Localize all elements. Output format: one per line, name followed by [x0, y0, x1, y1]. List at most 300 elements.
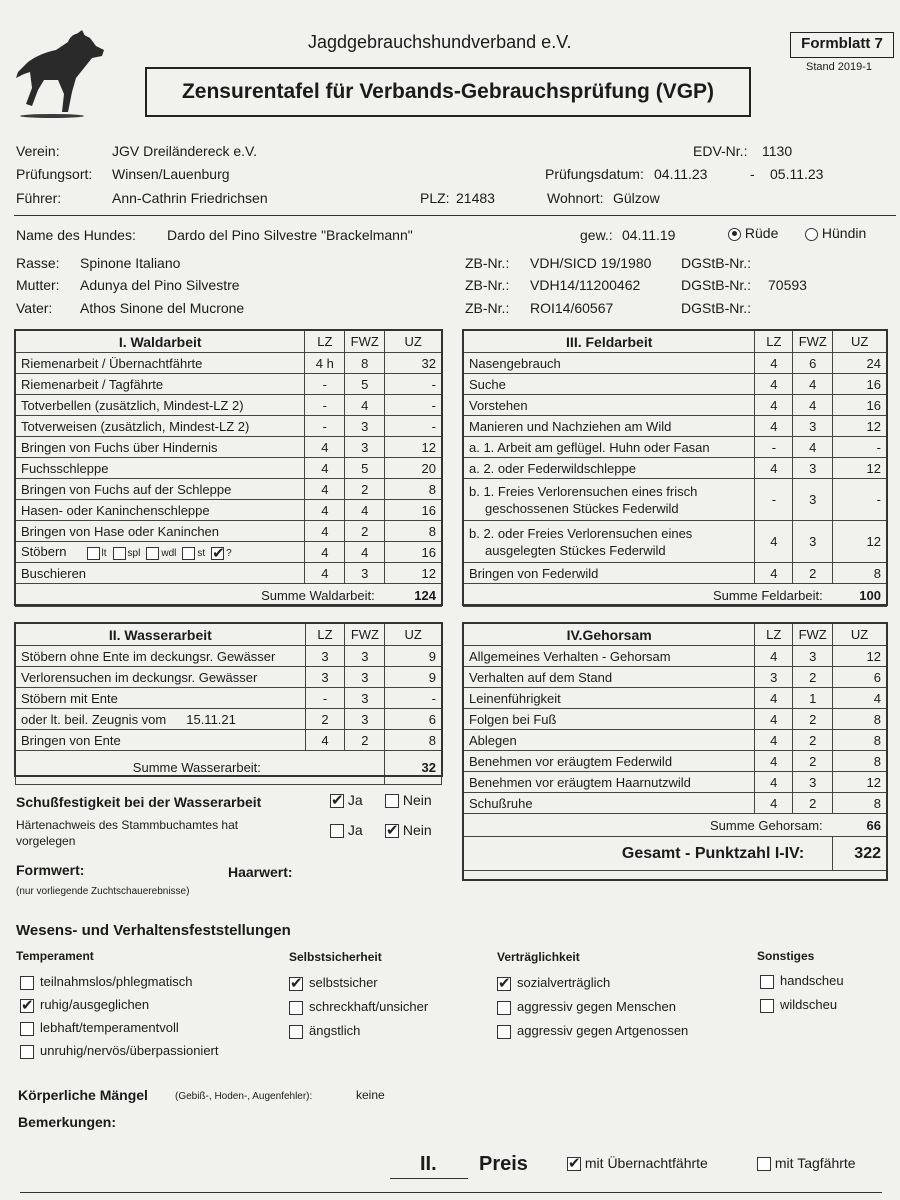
hundename-label: Name des Hundes: [16, 227, 136, 243]
column-fwz: FWZ [345, 331, 385, 353]
sum-row [464, 814, 887, 837]
stoebern-checkbox[interactable] [182, 547, 195, 560]
lz-value: 4 [755, 374, 793, 395]
selbstsicherheit-title: Selbstsicherheit [289, 950, 382, 964]
column-lz: LZ [305, 331, 345, 353]
uz-value: 8 [833, 793, 887, 814]
fwz-value: 8 [345, 353, 385, 374]
table-row [464, 709, 887, 730]
table-row [464, 667, 887, 688]
nein-label: Nein [402, 792, 432, 808]
wesen-option[interactable] [20, 1020, 179, 1036]
pruefungsdatum-to: 05.11.23 [770, 166, 824, 182]
pruefungsdatum-from: 04.11.23 [654, 166, 708, 182]
row-label [16, 542, 305, 563]
plz-label: PLZ: [420, 190, 450, 206]
fwz-value: 2 [793, 563, 833, 584]
schuss-nein-option[interactable] [385, 792, 432, 808]
uz-value: 12 [833, 521, 887, 563]
fwz-value: 4 [345, 395, 385, 416]
wesen-option-label: teilnahmslos/phlegmatisch [40, 974, 193, 989]
uz-value: - [385, 416, 442, 437]
fwz-value: 3 [345, 646, 385, 667]
uz-value: 12 [385, 563, 442, 584]
row-label [464, 521, 755, 563]
row-label: Suche [464, 374, 755, 395]
sum-row [16, 751, 442, 785]
gesamt-row [464, 837, 887, 871]
stoebern-option[interactable] [211, 547, 232, 560]
table-header [16, 624, 442, 646]
wesen-option[interactable] [497, 999, 676, 1015]
zuchtschau-note: (nur vorliegende Zuchtschauerebnisse) [16, 886, 190, 897]
uz-value: 8 [385, 479, 442, 500]
lz-value: 2 [305, 709, 345, 730]
dgstb-label: DGStB-Nr.: [681, 277, 752, 293]
ruede-radio[interactable] [728, 228, 741, 241]
fwz-value: 3 [345, 667, 385, 688]
lz-value: 4 [305, 458, 345, 479]
table-row [464, 479, 887, 521]
uz-value: 8 [385, 521, 442, 542]
uz-value: 12 [833, 772, 887, 793]
table-row [464, 730, 887, 751]
table-row [16, 353, 442, 374]
schuss-nein-checkbox[interactable] [385, 794, 399, 808]
row-label: Benehmen vor eräugtem Haarnutzwild [464, 772, 755, 793]
sum-value: 66 [833, 814, 887, 837]
fwz-value: 3 [793, 646, 833, 667]
row-label: Stöbern ohne Ente im deckungsr. Gewässer [16, 646, 306, 667]
wesen-checkbox[interactable] [20, 1022, 34, 1036]
haerte-nein-option[interactable] [385, 822, 432, 838]
wesen-checkbox[interactable] [760, 999, 774, 1013]
zb-vater-value: ROI14/60567 [530, 300, 614, 316]
wesen-option[interactable] [497, 1023, 688, 1039]
zb-label: ZB-Nr.: [465, 277, 510, 293]
wesen-option-label: ängstlich [309, 1023, 361, 1038]
temperament-title: Temperament [16, 949, 94, 963]
row-label: Buschieren [16, 563, 305, 584]
stoebern-option[interactable] [182, 547, 205, 560]
wesen-option-label: schreckhaft/unsicher [309, 999, 429, 1014]
row-label: Riemenarbeit / Übernachtfährte [16, 353, 305, 374]
schuss-ja-checkbox[interactable] [330, 794, 344, 808]
table-row [16, 416, 442, 437]
fwz-value: 3 [345, 437, 385, 458]
uz-value: - [385, 688, 442, 709]
ja-label: Ja [347, 822, 363, 838]
stoebern-checkbox[interactable] [211, 547, 224, 560]
uebernacht-option[interactable] [567, 1155, 708, 1171]
row-label-line-2: ausgelegten Stückes Federwild [485, 542, 666, 558]
wesen-option-label: aggressiv gegen Menschen [517, 999, 676, 1014]
lz-value: - [305, 416, 345, 437]
row-label: Verhalten auf dem Stand [464, 667, 755, 688]
table-row [464, 688, 887, 709]
table-row [16, 709, 442, 730]
stoebern-option-label: spl [127, 548, 141, 560]
wesen-option[interactable] [20, 997, 149, 1013]
wesen-option-label: sozialverträglich [517, 975, 611, 990]
row-label-line-2: geschossenen Stückes Federwild [485, 500, 679, 516]
row-label: Bringen von Federwild [464, 563, 755, 584]
sum-label: Summe Gehorsam: [464, 814, 833, 837]
formwert-label: Formwert: [16, 862, 85, 878]
wesen-checkbox[interactable] [289, 977, 303, 991]
table-row [464, 437, 887, 458]
table-header [464, 624, 887, 646]
bottom-line [20, 1192, 882, 1193]
mutter-label: Mutter: [16, 277, 60, 293]
table-row [16, 458, 442, 479]
row-label: Bringen von Fuchs auf der Schleppe [16, 479, 305, 500]
uz-value: - [385, 395, 442, 416]
wesen-option[interactable] [497, 975, 610, 991]
table-row [464, 458, 887, 479]
bemerkungen-label: Bemerkungen: [18, 1114, 117, 1130]
wesen-checkbox[interactable] [20, 1045, 34, 1059]
fuehrer-value: Ann-Cathrin Friedrichsen [112, 190, 268, 206]
fwz-value: 2 [793, 667, 833, 688]
uz-value: 16 [833, 395, 887, 416]
lz-value: 3 [305, 667, 345, 688]
verein-value: JGV Dreiländereck e.V. [112, 143, 257, 159]
uz-value: 8 [833, 751, 887, 772]
pruefungsort-label: Prüfungsort: [16, 166, 93, 182]
hundename-value: Dardo del Pino Silvestre "Brackelmann" [167, 227, 413, 243]
uz-value: 9 [385, 646, 442, 667]
dog-logo-icon [12, 28, 110, 118]
wesen-option-label: ruhig/ausgeglichen [40, 997, 150, 1012]
wesen-checkbox[interactable] [20, 999, 34, 1013]
sum-value: 32 [385, 751, 442, 785]
haerte-ja-option[interactable] [330, 822, 363, 838]
column-uz: UZ [385, 331, 442, 353]
uz-value: 8 [833, 709, 887, 730]
column-uz: UZ [833, 624, 887, 646]
table-row [16, 437, 442, 458]
fuehrer-label: Führer: [16, 190, 62, 206]
preis-label: Preis [479, 1153, 528, 1175]
wesen-option[interactable] [20, 1043, 219, 1059]
wesen-option[interactable] [20, 974, 192, 990]
wesen-option[interactable] [289, 975, 378, 991]
rasse-value: Spinone Italiano [80, 255, 181, 271]
uz-value: 12 [833, 416, 887, 437]
row-label-line-1: b. 1. Freies Verlorensuchen eines frisch [469, 483, 698, 499]
row-label: a. 2. oder Federwildschleppe [464, 458, 755, 479]
preis-value: II. [420, 1153, 437, 1175]
schuss-ja-option[interactable] [330, 792, 363, 808]
row-label-line-1: b. 2. oder Freies Verlorensuchen eines [469, 525, 693, 541]
uz-value: 9 [385, 667, 442, 688]
feldarbeit-table [463, 330, 887, 607]
sum-row [464, 584, 887, 607]
table-row [16, 500, 442, 521]
uz-value: 12 [833, 458, 887, 479]
uz-value: - [833, 437, 887, 458]
zb-label: ZB-Nr.: [465, 300, 510, 316]
schussfestigkeit-label: Schußfestigkeit bei der Wasserarbeit [16, 794, 262, 810]
stoebern-checkbox[interactable] [87, 547, 100, 560]
table-row [16, 730, 442, 751]
wohnort-value: Gülzow [613, 190, 660, 206]
zb-label: ZB-Nr.: [465, 255, 510, 271]
fwz-value: 4 [793, 374, 833, 395]
lz-value: 4 [305, 479, 345, 500]
table-row [464, 793, 887, 814]
haarwert-label: Haarwert: [228, 864, 293, 880]
sonstiges-title: Sonstiges [757, 949, 815, 963]
row-label: Totverbellen (zusätzlich, Mindest-LZ 2) [16, 395, 305, 416]
column-fwz: FWZ [793, 624, 833, 646]
table-row [464, 416, 887, 437]
stoebern-option[interactable] [113, 547, 141, 560]
lz-value: 4 [305, 730, 345, 751]
lz-value: - [305, 374, 345, 395]
lz-value: 4 [755, 709, 793, 730]
koerperliche-maengel-hint: (Gebiß-, Hoden-, Augenfehler): [175, 1091, 313, 1102]
tagfaehrte-checkbox[interactable] [757, 1157, 771, 1171]
koerperliche-maengel-label: Körperliche Mängel [18, 1087, 148, 1103]
wesen-option[interactable] [760, 997, 837, 1013]
vater-value: Athos Sinone del Mucrone [80, 300, 245, 316]
preis-underline [390, 1178, 468, 1179]
stoebern-option-label: st [197, 548, 206, 560]
stoebern-option-label: lt [101, 548, 107, 560]
wesen-checkbox[interactable] [497, 1025, 511, 1039]
sum-label: Summe Wasserarbeit: [16, 751, 345, 785]
fwz-value: 3 [793, 772, 833, 793]
stoebern-option-label: wdl [161, 548, 177, 560]
table-row [464, 751, 887, 772]
table-row [464, 772, 887, 793]
table-row [16, 521, 442, 542]
wesen-checkbox[interactable] [497, 977, 511, 991]
haerte-ja-checkbox[interactable] [330, 824, 344, 838]
vater-label: Vater: [16, 300, 53, 316]
koerperliche-maengel-value: keine [356, 1088, 385, 1102]
zb-mutter-value: VDH14/11200462 [530, 277, 641, 293]
gewolft-value: 04.11.19 [622, 227, 676, 243]
nein-label: Nein [402, 822, 432, 838]
fwz-value: 3 [345, 563, 385, 584]
uebernachtfaehrte-checkbox[interactable] [567, 1157, 581, 1171]
wesen-option-label: lebhaft/temperamentvoll [40, 1020, 179, 1035]
ruede-option[interactable] [728, 225, 778, 241]
uz-value: 8 [833, 730, 887, 751]
table-header [464, 331, 887, 353]
row-label: Hasen- oder Kaninchenschleppe [16, 500, 305, 521]
fwz-value: 2 [345, 521, 385, 542]
gehorsam-table [463, 623, 887, 871]
huendin-option[interactable] [805, 225, 866, 241]
lz-value: 4 [755, 353, 793, 374]
sum-spacer [345, 751, 385, 785]
stoebern-option[interactable] [87, 547, 107, 560]
lz-value: 4 [755, 458, 793, 479]
section-title: II. Wasserarbeit [16, 624, 306, 646]
wesen-option[interactable] [760, 973, 844, 989]
row-label: a. 1. Arbeit am geflügel. Huhn oder Fasan [464, 437, 755, 458]
pruefungsdatum-label: Prüfungsdatum: [545, 166, 644, 182]
fwz-value: 2 [793, 751, 833, 772]
table-row [16, 667, 442, 688]
ruede-label: Rüde [744, 225, 779, 241]
fwz-value: 4 [345, 500, 385, 521]
uz-value: 32 [385, 353, 442, 374]
row-label: Fuchsschleppe [16, 458, 305, 479]
lz-value: 4 [305, 563, 345, 584]
wesen-option[interactable] [289, 1023, 360, 1039]
tagfaehrte-option[interactable] [757, 1155, 856, 1171]
row-label: Riemenarbeit / Tagfährte [16, 374, 305, 395]
rasse-label: Rasse: [16, 255, 60, 271]
lz-value: 4 [755, 772, 793, 793]
wesen-checkbox[interactable] [497, 1001, 511, 1015]
dgstb-label: DGStB-Nr.: [681, 255, 752, 271]
uz-value: 6 [833, 667, 887, 688]
table-row [464, 646, 887, 667]
section-title: IV.Gehorsam [464, 624, 755, 646]
divider [14, 215, 896, 216]
sum-label: Summe Feldarbeit: [464, 584, 833, 607]
sum-label: Summe Waldarbeit: [16, 584, 385, 607]
uz-value: 12 [385, 437, 442, 458]
fwz-value: 2 [793, 730, 833, 751]
date-separator: - [750, 166, 755, 182]
row-label: Bringen von Fuchs über Hindernis [16, 437, 305, 458]
sum-value: 100 [833, 584, 887, 607]
column-uz: UZ [385, 624, 442, 646]
column-lz: LZ [305, 624, 345, 646]
fwz-value: 3 [345, 688, 385, 709]
lz-value: 4 [755, 751, 793, 772]
zeugnis-date: 15.11.21 [186, 711, 236, 727]
row-label-text: oder lt. beil. Zeugnis vom [21, 711, 167, 727]
fwz-value: 2 [345, 730, 385, 751]
dgstb-mutter-value: 70593 [768, 277, 807, 293]
organization-name: Jagdgebrauchshundverband e.V. [308, 32, 572, 52]
wohnort-label: Wohnort: [547, 190, 604, 206]
stoebern-option[interactable] [146, 547, 176, 560]
uz-value: 16 [385, 542, 442, 563]
uz-value: - [385, 374, 442, 395]
fwz-value: 3 [793, 479, 833, 521]
lz-value: 4 [755, 730, 793, 751]
column-lz: LZ [755, 331, 793, 353]
lz-value: - [305, 395, 345, 416]
stoebern-row [16, 542, 442, 563]
table-row [16, 688, 442, 709]
sum-value: 124 [385, 584, 442, 607]
huendin-radio[interactable] [805, 228, 818, 241]
haerte-nein-checkbox[interactable] [385, 824, 399, 838]
row-label [464, 479, 755, 521]
pruefungsort-value: Winsen/Lauenburg [112, 166, 230, 182]
table-header [16, 331, 442, 353]
fwz-value: 2 [345, 479, 385, 500]
uz-value: 12 [833, 646, 887, 667]
lz-value: 3 [305, 646, 345, 667]
row-label: Bringen von Ente [16, 730, 306, 751]
uz-value: 6 [385, 709, 442, 730]
lz-value: 4 [305, 500, 345, 521]
huendin-label: Hündin [821, 225, 867, 241]
stoebern-checkbox[interactable] [146, 547, 159, 560]
table-row [464, 395, 887, 416]
row-label: Bringen von Hase oder Kaninchen [16, 521, 305, 542]
lz-value: 4 [755, 521, 793, 563]
fwz-value: 2 [793, 793, 833, 814]
stoebern-checkbox[interactable] [113, 547, 126, 560]
fwz-value: 5 [345, 458, 385, 479]
uz-value: 8 [385, 730, 442, 751]
ja-label: Ja [347, 792, 363, 808]
table-row [464, 353, 887, 374]
wesen-checkbox[interactable] [289, 1025, 303, 1039]
lz-value: 4 [755, 688, 793, 709]
section-title: III. Feldarbeit [464, 331, 755, 353]
section-title: I. Waldarbeit [16, 331, 305, 353]
wesen-option[interactable] [289, 999, 428, 1015]
row-label: Ablegen [464, 730, 755, 751]
wesen-option-label: handscheu [780, 973, 844, 988]
stand-label: Stand 2019-1 [806, 61, 873, 73]
uz-value: 16 [833, 374, 887, 395]
wasserarbeit-table [15, 623, 442, 785]
stoebern-label: Stöbern [21, 544, 67, 560]
fwz-value: 3 [793, 521, 833, 563]
row-label [16, 709, 306, 730]
wesen-option-label: unruhig/nervös/überpassioniert [40, 1043, 219, 1058]
wesen-checkbox[interactable] [760, 975, 774, 989]
column-lz: LZ [755, 624, 793, 646]
formblatt-badge: Formblatt 7 [790, 32, 894, 58]
wesen-option-label: aggressiv gegen Artgenossen [517, 1023, 689, 1038]
row-label: Folgen bei Fuß [464, 709, 755, 730]
lz-value: 4 [755, 793, 793, 814]
uz-value: 16 [385, 500, 442, 521]
uz-value: 24 [833, 353, 887, 374]
row-label: Verlorensuchen im deckungsr. Gewässer [16, 667, 306, 688]
row-label: Leinenführigkeit [464, 688, 755, 709]
lz-value: - [755, 437, 793, 458]
column-fwz: FWZ [793, 331, 833, 353]
dgstb-label: DGStB-Nr.: [681, 300, 752, 316]
uz-value: 4 [833, 688, 887, 709]
lz-value: - [755, 479, 793, 521]
fwz-value: 6 [793, 353, 833, 374]
wesen-checkbox[interactable] [20, 976, 34, 990]
row-label: Allgemeines Verhalten - Gehorsam [464, 646, 755, 667]
row-label: Manieren und Nachziehen am Wild [464, 416, 755, 437]
lz-value: 4 h [305, 353, 345, 374]
fwz-value: 4 [793, 395, 833, 416]
haerte-label: Härtenachweis des Stammbuchamtes hat [16, 818, 239, 832]
zb-rasse-value: VDH/SICD 19/1980 [530, 255, 652, 271]
table-row [464, 521, 887, 563]
gesamt-value: 322 [833, 837, 887, 871]
lz-value: - [305, 688, 345, 709]
verein-label: Verein: [16, 143, 60, 159]
fwz-value: 1 [793, 688, 833, 709]
lz-value: 3 [755, 667, 793, 688]
gewolft-label: gew.: [580, 227, 613, 243]
fwz-value: 5 [345, 374, 385, 395]
wesen-checkbox[interactable] [289, 1001, 303, 1015]
